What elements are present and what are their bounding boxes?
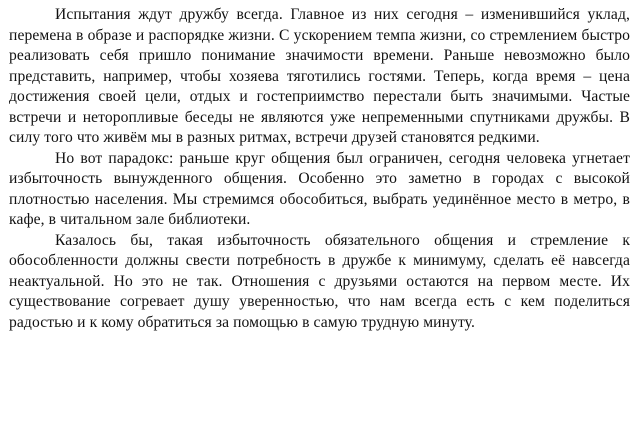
paragraph-2: Но вот парадокс: раньше круг общения был ограничен, сегодня человека угнетает избыточность вынужденного общения. Особенно это заметно в городах с высокой плотностью населения. Мы стремимся обособиться, выбрать уединённое место в метро, в кафе, в читальном зале библиотеки. [9, 149, 630, 228]
paragraph-1: Испытания ждут дружбу всегда. Главное из них сегодня – изменившийся уклад, перемена в образе и распорядке жизни. С ускорением темпа жизни, со стремлением быстро реализовать себя пришло понимание значимости времени. Раньше невозможно было представить, например, чтобы хозяева тяготились гостями. Теперь, когда время – цена достижения своей цели, отдых и гостеприимство перестали быть значимыми. Частые встречи и неторопливые беседы не являются уже непременными спутниками дружбы. В силу того что живём мы в разных ритмах, встречи друзей становятся редкими. [9, 6, 630, 146]
paragraph-3: Казалось бы, такая избыточность обязательного общения и стремление к обособленности должны свести потребность в дружбе к минимуму, сделать её навсегда неактуальной. Но это не так. Отношения с друзьями остаются на первом месте. Их существование согревает душу уверенностью, что нам всегда есть с кем поделиться радостью и к кому обратиться за помощью в самую трудную минуту. [9, 231, 630, 331]
